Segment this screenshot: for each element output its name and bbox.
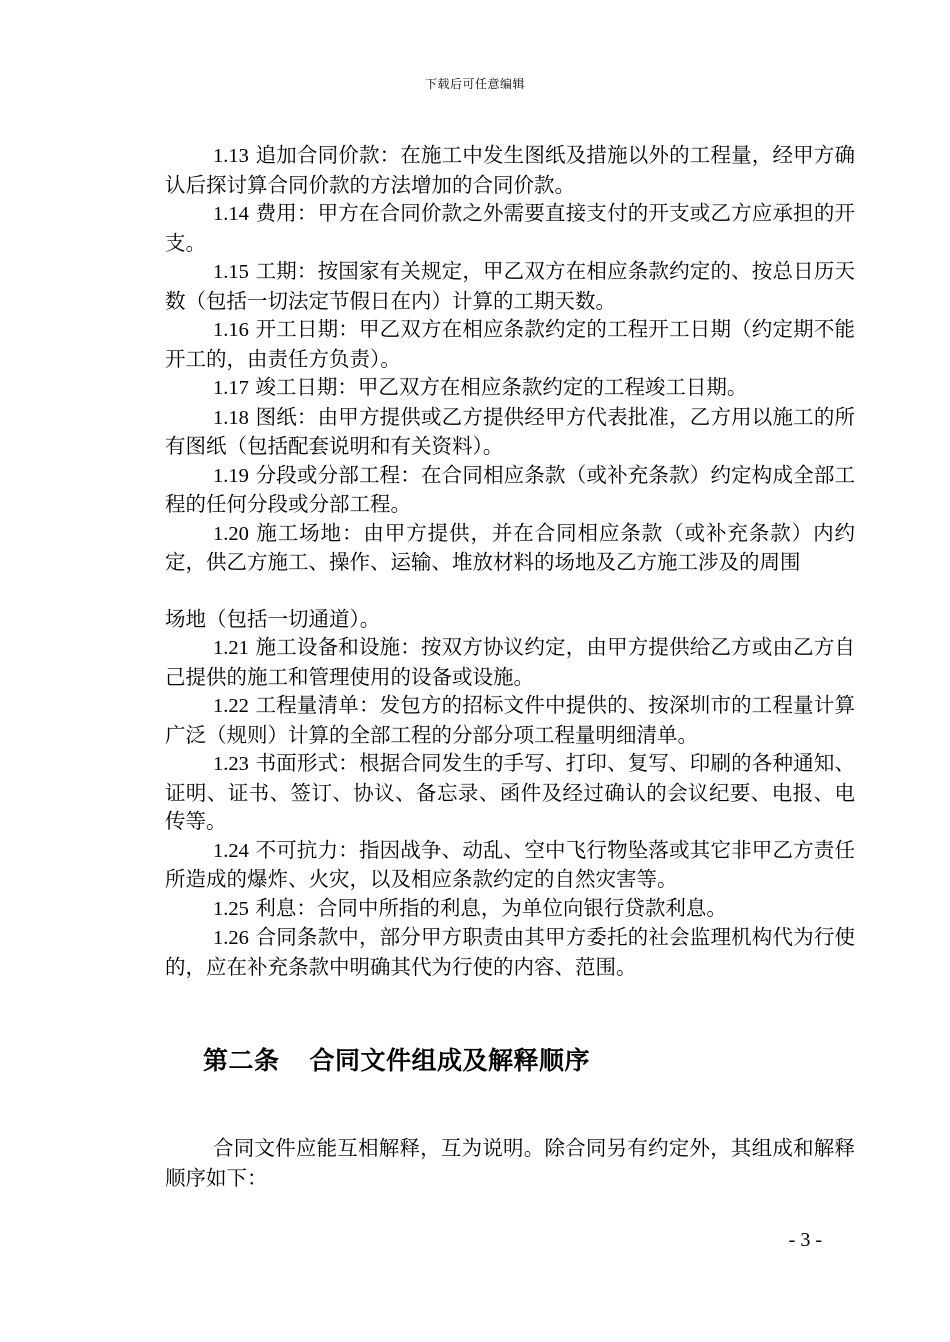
clause-number: 1.18: [213, 406, 249, 429]
clause-text: 施工设备和设施：按双方协议约定，由甲方提供给乙方或由乙方自己提供的施工和管理使用的设备或设施。: [165, 635, 855, 689]
clause-text: 图纸：由甲方提供或乙方提供经甲方代表批准，乙方用以施工的所有图纸（包括配套说明和有关资料）。: [165, 404, 855, 458]
clause-text: 费用：甲方在合同价款之外需要直接支付的开支或乙方应承担的开支。: [165, 201, 855, 255]
blank-line: [165, 577, 855, 605]
clause-text: 利息：合同中所指的利息，为单位向银行贷款利息。: [255, 895, 727, 920]
clause-number: 1.14: [213, 203, 249, 225]
clause-text: 工期：按国家有关规定，甲乙双方在相应条款约定的、按总日历天数（包括一切法定节假日在内）计算的工期天数。: [165, 259, 855, 313]
clause-1-19: [165, 461, 855, 519]
clause-1-14: [165, 199, 855, 257]
clause-1-13: [165, 141, 855, 199]
section-title-text: 合同文件组成及解释顺序: [309, 1046, 591, 1075]
clause-1-22: [165, 691, 855, 749]
clause-text: 分段或分部工程：在合同相应条款（或补充条款）约定构成全部工程的任何分段或分部工程。: [165, 462, 855, 516]
clause-number: 1.24: [213, 839, 249, 862]
definitions-list: [165, 141, 855, 981]
clause-number: 1.22: [213, 695, 249, 717]
clause-1-24: [165, 836, 855, 894]
clause-text: 追加合同价款：在施工中发生图纸及措施以外的工程量，经甲方确认后探讨算合同价款的方法增加的合同价款。: [165, 143, 855, 197]
clause-text: 开工日期：甲乙双方在相应条款约定的工程开工日期（约定期不能开工的，由责任方负责）。: [165, 317, 855, 371]
clause-number: 1.16: [213, 319, 249, 341]
clause-number: 1.23: [213, 753, 249, 775]
clause-1-21: [165, 633, 855, 691]
clause-1-17: [165, 373, 855, 403]
closing-paragraph: 合同文件应能互相解释，互为说明。除合同另有约定外，其组成和解释顺序如下：: [165, 1136, 855, 1190]
clause-1-20-continuation: 场地（包括一切通道）。: [165, 606, 381, 631]
clause-1-15: [165, 257, 855, 315]
clause-text: 书面形式：根据合同发生的手写、打印、复写、印刷的各种通知、证明、证书、签订、协议、备忘录、函件及经过确认的会议纪要、电报、电传等。: [165, 751, 855, 833]
clause-text: 竣工日期：甲乙双方在相应条款约定的工程竣工日期。: [255, 375, 748, 399]
clause-1-25: [165, 894, 855, 924]
clause-number: 1.26: [213, 927, 249, 949]
clause-1-16: [165, 315, 855, 373]
clause-1-18: [165, 403, 855, 461]
section-heading: [203, 1043, 590, 1079]
page-number: - 3 -: [788, 1229, 822, 1251]
header-note: 下载后可任意编辑: [424, 77, 525, 91]
clause-text: 不可抗力：指因战争、动乱、空中飞行物坠落或其它非甲乙方责任所造成的爆炸、火灾，以及相应条款约定的自然灾害等。: [165, 837, 855, 891]
clause-text: 施工场地：由甲方提供，并在合同相应条款（或补充条款）内约定，供乙方施工、操作、运输、堆放材料的场地及乙方施工涉及的周围: [165, 520, 855, 574]
clause-number: 1.25: [213, 897, 249, 920]
clause-number: 1.13: [213, 145, 249, 167]
clause-number: 1.15: [213, 261, 249, 283]
clause-1-20: [165, 519, 855, 577]
clause-number: 1.17: [213, 377, 249, 399]
clause-text: 工程量清单：发包方的招标文件中提供的、按深圳市的工程量计算广泛（规则）计算的全部工程的分部分项工程量明细清单。: [165, 693, 855, 747]
section-label: 第二条: [203, 1046, 280, 1075]
clause-number: 1.19: [213, 464, 249, 487]
clause-text: 合同条款中，部分甲方职责由其甲方委托的社会监理机构代为行使的，应在补充条款中明确其代为行使的内容、范围。: [165, 925, 855, 979]
clause-number: 1.21: [213, 637, 249, 659]
clause-1-26: [165, 923, 855, 981]
clause-1-23: [165, 749, 855, 836]
clause-number: 1.20: [213, 522, 249, 545]
